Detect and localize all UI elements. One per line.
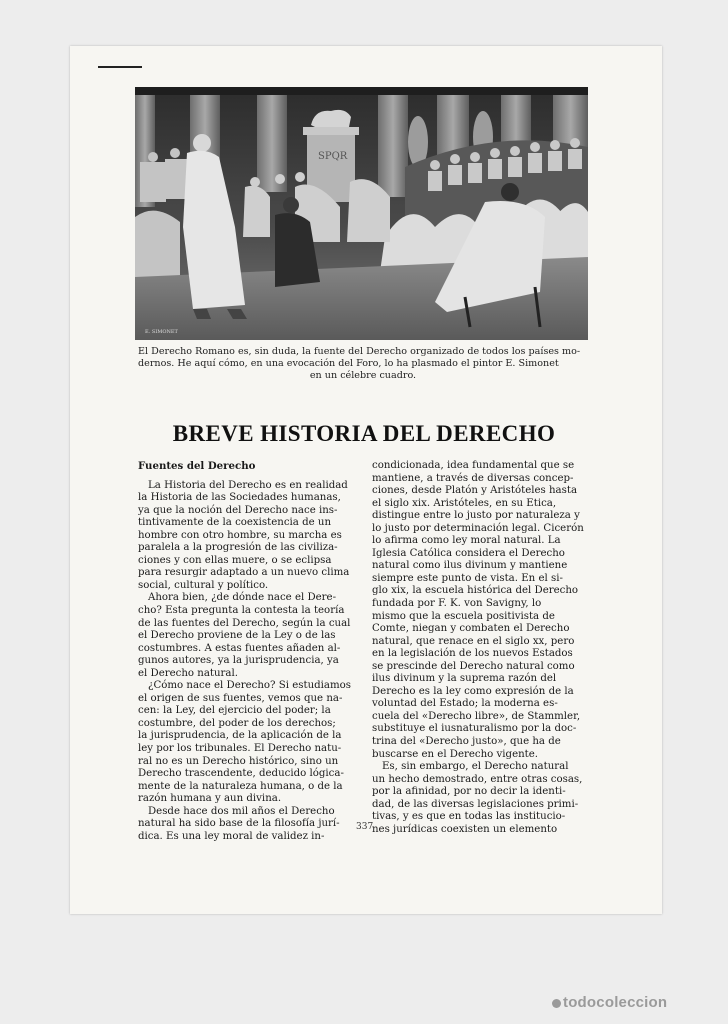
body-text-line: nes jurídicas coexisten un elemento <box>372 823 558 835</box>
body-text-line: ciones y con ellas muere, o se eclipsa <box>138 554 332 566</box>
body-text-line: trina del «Derecho justo», que ha de <box>372 736 561 748</box>
body-text-line: en la legislación de los nuevos Estados <box>372 648 573 660</box>
caption-line: El Derecho Romano es, sin duda, la fuente del Derecho organizado de todos los países mo- <box>138 346 581 357</box>
body-text-line: costumbres. A estas fuentes añaden al- <box>138 642 341 654</box>
body-text-line: para resurgir adaptado a un nuevo clima <box>138 567 350 579</box>
body-text-line: cuela del «Derecho libre», de Stammler, <box>372 710 581 722</box>
body-text-line: glo xix, la escuela histórica del Derecho <box>372 585 579 597</box>
body-text-line: mantiene, a través de diversas concep- <box>372 472 574 484</box>
body-text-line: dica. Es una ley moral de validez in- <box>138 830 325 842</box>
body-text-line: lo afirma como ley moral natural. La <box>372 535 561 547</box>
body-text-line: Desde hace dos mil años el Derecho <box>148 805 335 817</box>
body-text-line: el siglo xix. Aristóteles, en su Etica, <box>372 497 557 509</box>
body-text-line: condicionada, idea fundamental que se <box>372 460 575 471</box>
body-text-line: tintivamente de la coexistencia de un <box>138 517 332 529</box>
body-text-line: por la afinidad, por no decir la identi- <box>372 786 566 798</box>
body-text-line: la jurisprudencia, de la aplicación de la <box>138 730 342 742</box>
body-text-line: se prescinde del Derecho natural como <box>372 660 575 672</box>
body-text-line: Iglesia Católica considera el Derecho <box>372 547 565 559</box>
article-right-column <box>372 460 595 836</box>
body-text-line: el Derecho natural. <box>138 667 238 679</box>
body-text-line: el Derecho proviene de la Ley o de las <box>138 630 336 642</box>
body-text-line: dad, de las diversas legislaciones primi- <box>372 798 579 810</box>
section-heading: Fuentes del Derecho <box>138 460 256 472</box>
body-text-line: costumbre, del poder de los derechos; <box>138 717 336 729</box>
body-text-line: tivas, y es que en todas las institucio- <box>372 811 566 823</box>
body-text-line: Derecho es la ley como expresión de la <box>372 685 574 697</box>
body-text-line: cho? Esta pregunta la contesta la teoría <box>138 605 345 617</box>
watermark-dot-icon <box>552 999 561 1008</box>
body-text-line: el origen de sus fuentes, vemos que na- <box>138 692 343 704</box>
body-text-line: un hecho demostrado, entre otras cosas, <box>372 773 583 785</box>
article-title: BREVE HISTORIA DEL DERECHO <box>172 421 556 446</box>
body-text-line: ya que la noción del Derecho nace ins- <box>138 504 338 516</box>
caption-line: en un célebre cuadro. <box>309 370 417 381</box>
site-watermark <box>552 994 667 1011</box>
body-text-line: voluntad del Estado; la moderna es- <box>372 698 558 710</box>
body-text-line: mente de la naturaleza humana, o de la <box>138 780 343 792</box>
body-text-line: lo justo por determinación legal. Cicerón <box>372 522 584 534</box>
body-text-line: natural, que renace en el siglo xx, pero <box>372 635 575 647</box>
body-text-line: ciones, desde Platón y Aristóteles hasta <box>372 485 578 497</box>
body-text-line: cen: la Ley, del ejercicio del poder; la <box>138 705 331 717</box>
body-text-line: Ahora bien, ¿de dónde nace el Dere- <box>148 592 337 604</box>
pedestal-inscription: SPQR <box>318 151 348 162</box>
forum-illustration <box>135 87 588 340</box>
body-text-line: ilus divinum y la suprema razón del <box>372 673 557 685</box>
body-text-line: gunos autores, ya la jurisprudencia, ya <box>138 655 339 667</box>
caption-line: dernos. He aquí cómo, en una evocación del Foro, lo ha plasmado el pintor E. Simonet <box>138 358 559 369</box>
body-text-line: la Historia de las Sociedades humanas, <box>138 492 341 504</box>
body-text-line: fundada por F. K. von Savigny, lo <box>372 598 542 610</box>
body-text-line: social, cultural y político. <box>138 579 269 591</box>
body-text-line: ley por los tribunales. El Derecho natu- <box>138 743 342 755</box>
body-text-line: buscarse en el Derecho vigente. <box>372 748 539 760</box>
body-text-line: paralela a la progresión de las civiliza- <box>138 542 338 554</box>
body-text-line: substituye el iusnaturalismo por la doc- <box>372 723 577 735</box>
body-text-line: ral no es un Derecho histórico, sino un <box>138 755 339 767</box>
body-text-line: razón humana y aun divina. <box>138 793 282 805</box>
watermark-text: todocoleccion <box>563 994 668 1011</box>
body-text-line: natural como ilus divinum y mantiene <box>372 560 568 572</box>
body-text-line: hombre con otro hombre, su marcha es <box>138 529 342 541</box>
body-text-line: Comte, niegan y combaten el Derecho <box>372 623 570 635</box>
body-text-line: mismo que la escuela positivista de <box>372 610 555 622</box>
body-text-line: ¿Cómo nace el Derecho? Si estudiamos <box>148 680 352 692</box>
painter-signature: E. SIMONET <box>145 329 178 335</box>
article-left-column <box>138 460 360 843</box>
page-number: 337 <box>356 822 374 832</box>
body-text-line: siempre este punto de vista. En el si- <box>372 572 563 584</box>
body-text-line: Es, sin embargo, el Derecho natural <box>382 761 569 773</box>
body-text-line: de las fuentes del Derecho, según la cual <box>138 617 351 629</box>
illustration-caption <box>138 346 588 382</box>
body-text-line: La Historia del Derecho es en realidad <box>148 479 348 491</box>
body-text-line: natural ha sido base de la filosofía jurí- <box>138 818 340 830</box>
body-text-line: distingue entre lo justo por naturaleza y <box>372 510 580 522</box>
body-text-line: Derecho trascendente, deducido lógica- <box>138 768 344 780</box>
page-tab-mark <box>98 66 142 68</box>
